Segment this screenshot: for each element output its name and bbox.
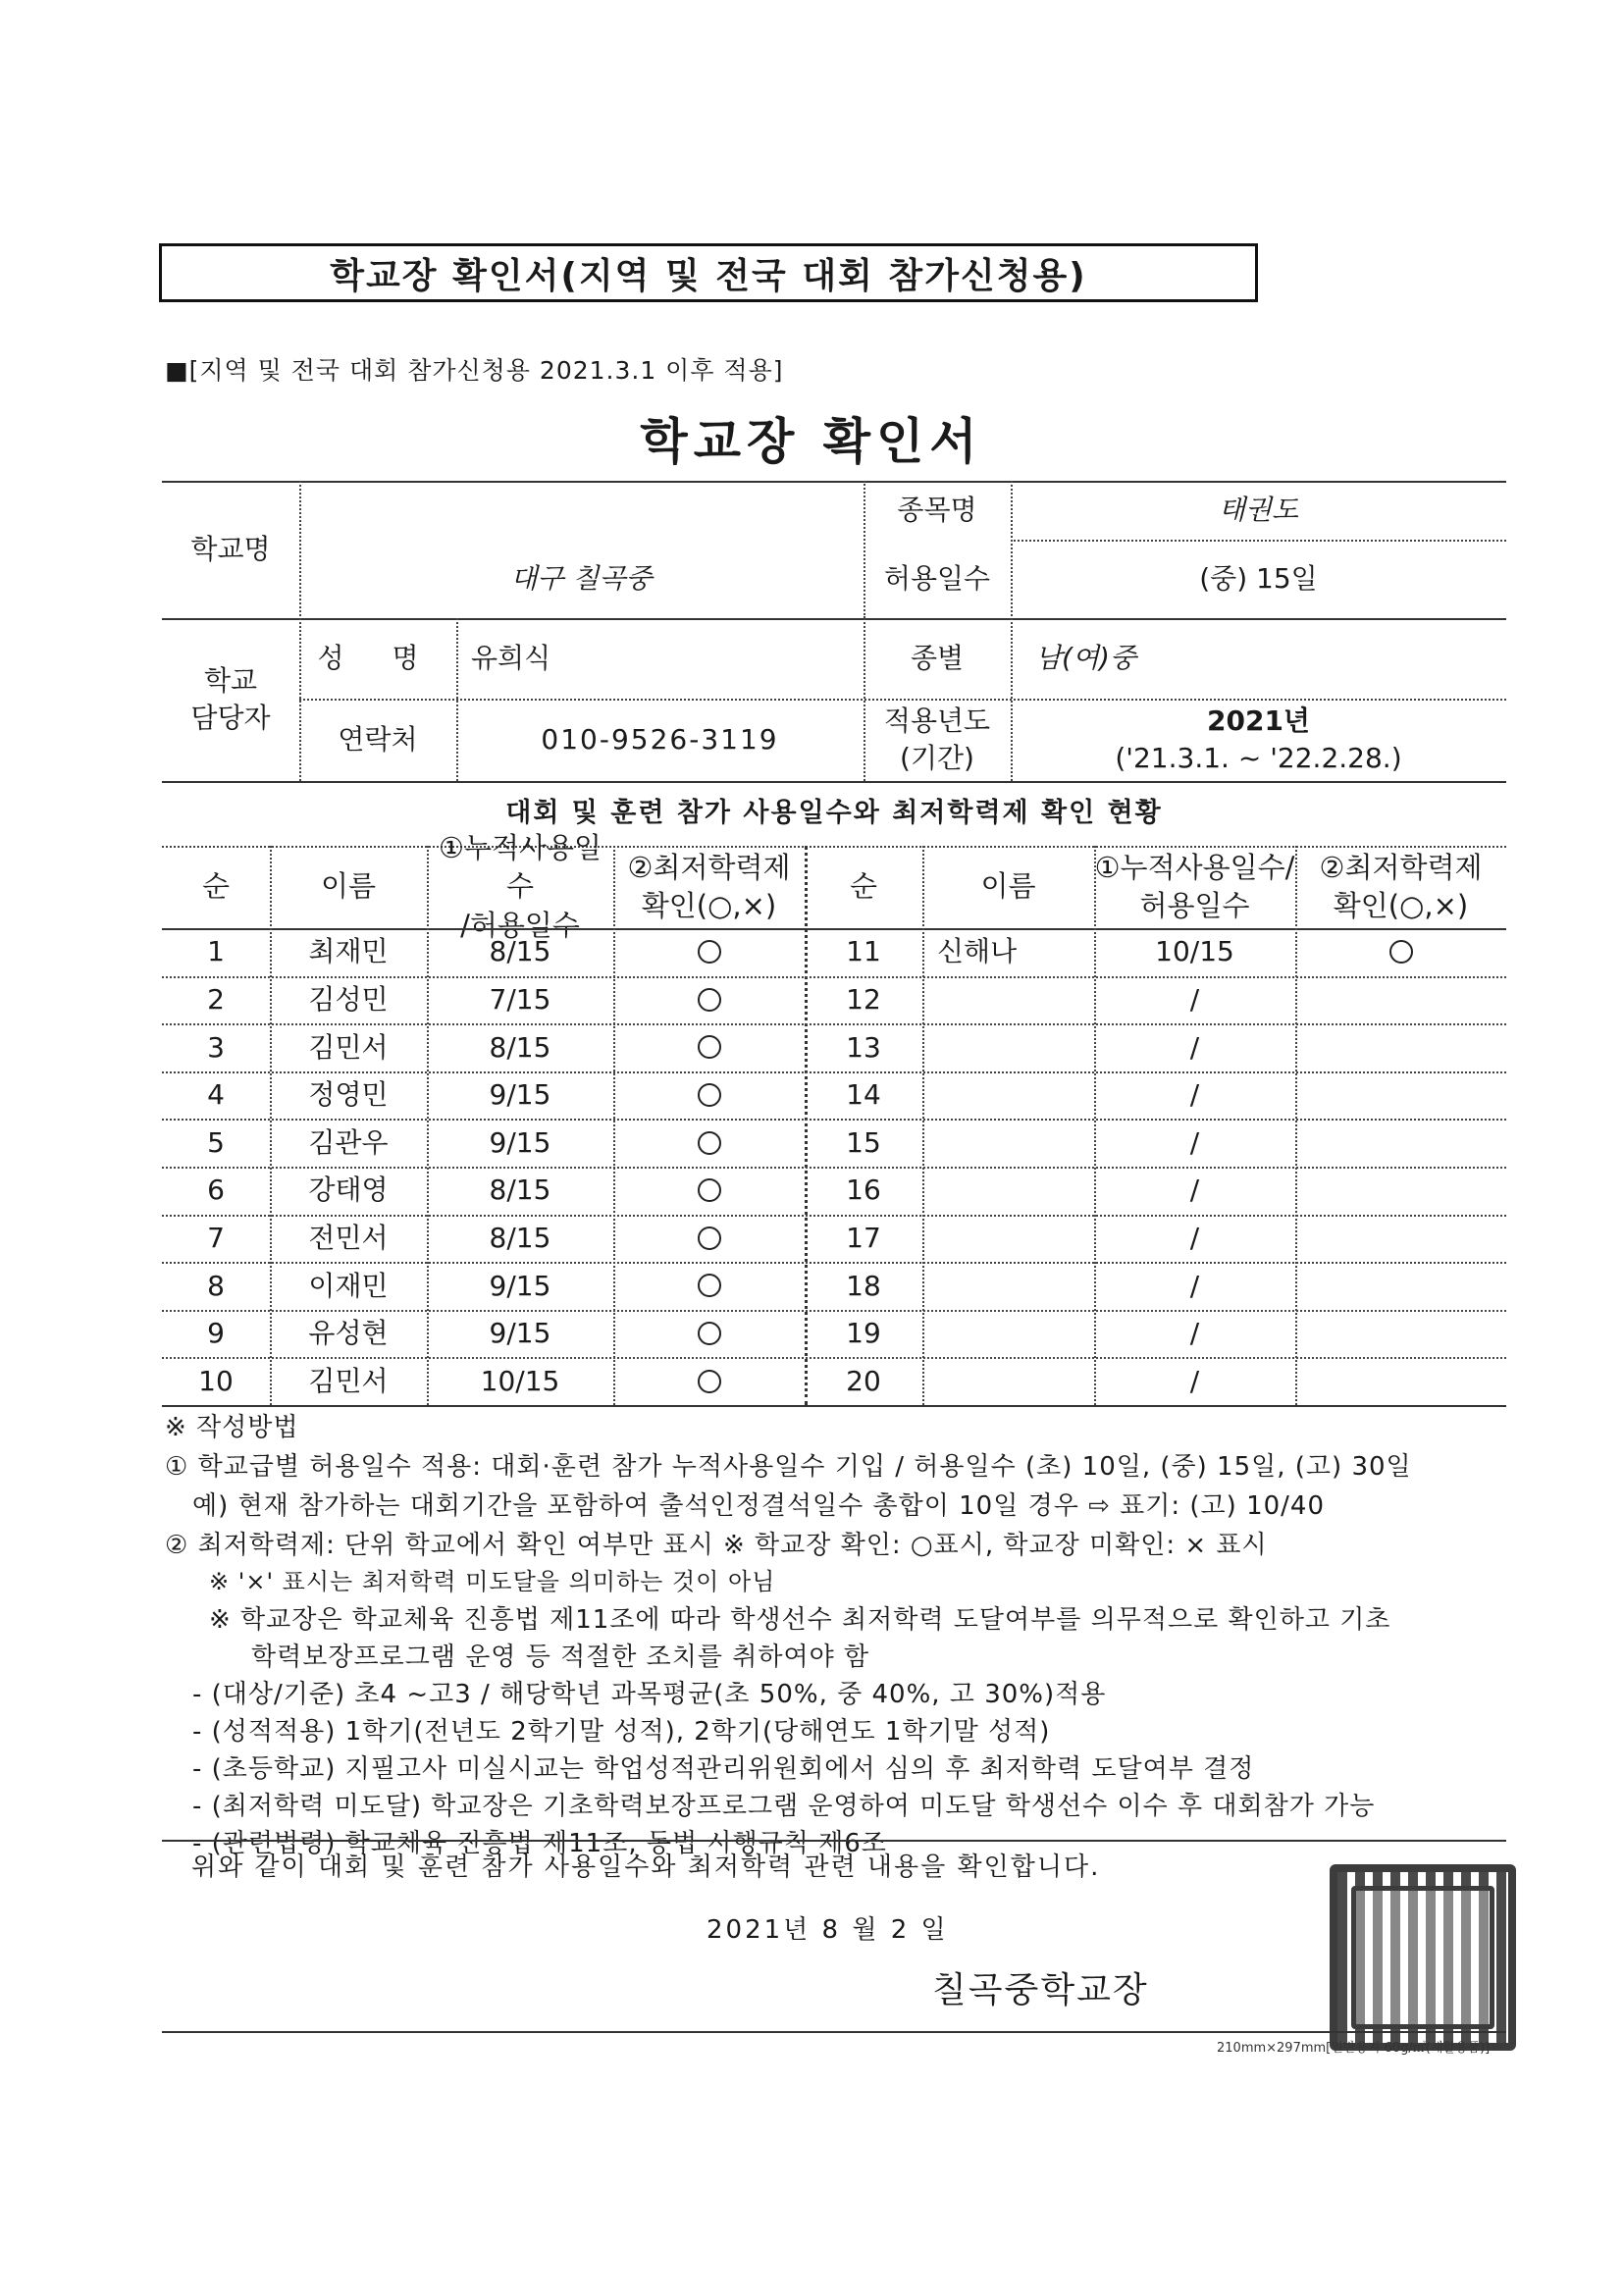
- left-row-3-days: 8/15: [489, 1030, 551, 1064]
- left-row-6-check: [613, 1167, 805, 1215]
- right-row-7-name: [937, 1215, 1094, 1263]
- right-row-7-check: [1295, 1215, 1506, 1263]
- left-row-10-name: 김민서: [308, 1364, 389, 1397]
- right-row-8-name: [937, 1262, 1094, 1310]
- right-row-6-check: [1295, 1167, 1506, 1215]
- right-row-2-days: /: [1189, 982, 1200, 1016]
- apply-year-label-line1: 적용년도: [883, 704, 991, 738]
- check-circle-icon: [698, 1083, 721, 1107]
- apply-year-text: 2021년: [1207, 704, 1310, 738]
- note-item: ① 학교급별 허용일수 적용: 대회·훈련 참가 누적사용일수 기입 / 허용일수 (초) 10일, (중) 15일, (고) 30일: [165, 1452, 1412, 1482]
- table-row-divider: [162, 976, 1506, 978]
- right-row-4-name: [937, 1071, 1094, 1120]
- left-row-1-name: 최재민: [308, 935, 389, 968]
- right-row-10-no: 20: [846, 1364, 881, 1397]
- contact-value: 010-9526-3119: [541, 723, 779, 757]
- left-row-9-name: 유성현: [308, 1317, 389, 1350]
- col-check: [613, 846, 805, 928]
- right-row-9-check: [1295, 1310, 1506, 1358]
- note-item: ② 최저학력제: 단위 학교에서 확인 여부만 표시 ※ 학교장 확인: ○표시, 학교장 미확인: × 표시: [165, 1531, 1268, 1560]
- right-row-1-no: 11: [846, 935, 881, 968]
- left-row-7-days: 8/15: [489, 1221, 551, 1254]
- official-seal: [1330, 1864, 1516, 2051]
- left-row-2-name: 김성민: [308, 982, 389, 1016]
- right-row-5-days: /: [1189, 1125, 1200, 1159]
- notes-bottom-border: [162, 1840, 1506, 1842]
- left-row-1-check: [613, 928, 805, 976]
- col-no-right: 순: [849, 869, 877, 904]
- left-row-5-check: [613, 1119, 805, 1167]
- table-row-divider: [162, 1262, 1506, 1264]
- right-row-1-days: 10/15: [1155, 935, 1234, 968]
- left-row-6-days: 8/15: [489, 1174, 551, 1207]
- page-bottom-border: [162, 2031, 1506, 2033]
- right-row-3-days: /: [1189, 1030, 1200, 1064]
- col-days: [427, 831, 613, 942]
- note-item: - (성적적용) 1학기(전년도 2학기말 성적), 2학기(당해연도 1학기말 성적): [192, 1717, 1051, 1747]
- left-row-7-check: [613, 1215, 805, 1263]
- left-row-10-days: 10/15: [480, 1364, 560, 1397]
- left-row-3-name: 김민서: [308, 1030, 389, 1064]
- left-row-4-days: 9/15: [489, 1078, 551, 1112]
- left-row-8-days: 9/15: [489, 1269, 551, 1302]
- check-circle-icon: [698, 1274, 721, 1297]
- right-row-9-days: /: [1189, 1317, 1200, 1350]
- col-check-right: [1295, 846, 1506, 928]
- right-row-3-check: [1295, 1023, 1506, 1071]
- left-row-8-check: [613, 1262, 805, 1310]
- table-row-divider: [162, 1023, 1506, 1025]
- check-circle-icon: [698, 1035, 721, 1059]
- right-row-6-days: /: [1189, 1174, 1200, 1207]
- table-row-divider: [162, 1310, 1506, 1312]
- left-row-5-days: 9/15: [489, 1125, 551, 1159]
- right-row-3-name: [937, 1023, 1094, 1071]
- right-row-5-no: 15: [846, 1125, 881, 1159]
- left-row-6-name: 강태영: [308, 1174, 389, 1207]
- right-row-1-check: [1295, 928, 1506, 976]
- left-row-2-no: 2: [207, 982, 225, 1016]
- note-item: 학력보장프로그램 운영 등 적절한 조치를 취하여야 함: [251, 1643, 870, 1672]
- left-row-2-check: [613, 976, 805, 1024]
- table-row-divider: [162, 1167, 1506, 1169]
- col-name: 이름: [320, 869, 377, 904]
- right-row-10-name: [937, 1357, 1094, 1405]
- paper-spec: 210mm×297mm[일반용지 60g/㎡(재활용품)]: [1217, 2041, 1491, 2056]
- right-row-10-days: /: [1189, 1364, 1200, 1397]
- principal-signature: 칠곡중학교장: [932, 1970, 1149, 2010]
- right-row-8-days: /: [1189, 1269, 1200, 1302]
- right-row-4-check: [1295, 1071, 1506, 1120]
- apply-year-label: [864, 699, 1011, 781]
- table-row-divider: [162, 1071, 1506, 1073]
- right-row-4-days: /: [1189, 1078, 1200, 1112]
- col-days-right-line2: 허용일수: [1139, 889, 1250, 922]
- left-row-7-no: 7: [207, 1221, 225, 1254]
- right-row-6-no: 16: [846, 1174, 881, 1207]
- allowed-days-label: 허용일수: [883, 562, 991, 596]
- left-row-5-name: 김관우: [308, 1125, 389, 1159]
- right-row-9-name: [937, 1310, 1094, 1358]
- right-row-7-days: /: [1189, 1221, 1200, 1254]
- left-row-3-check: [613, 1023, 805, 1071]
- left-row-1-no: 1: [207, 935, 225, 968]
- col-check-right-line1: ②최저학력제: [1319, 850, 1483, 884]
- school-value: 대구 칠곡중: [510, 562, 653, 596]
- left-row-7-name: 전민서: [308, 1221, 389, 1254]
- col-check-line1: ②최저학력제: [627, 850, 791, 884]
- left-row-4-check: [613, 1071, 805, 1120]
- gender-value: 남(여)중: [1035, 642, 1136, 675]
- col-check-line2: 확인(○,×): [641, 889, 777, 922]
- issue-date: 2021년 8 월 2 일: [707, 1915, 949, 1945]
- note-item: 예) 현재 참가하는 대회기간을 포함하여 출석인정결석일수 총합이 10일 경우 ⇨ 표기: (고) 10/40: [192, 1491, 1325, 1521]
- note-item: - (대상/기준) 초4 ~고3 / 해당학년 과목평균(초 50%, 중 40%, 고 30%)적용: [192, 1680, 1107, 1709]
- right-row-3-no: 13: [846, 1030, 881, 1064]
- left-row-10-no: 10: [198, 1364, 234, 1397]
- left-row-3-no: 3: [207, 1030, 225, 1064]
- left-row-4-no: 4: [207, 1078, 225, 1112]
- apply-period-text: ('21.3.1. ~ '22.2.28.): [1115, 742, 1402, 774]
- note-line: ■[지역 및 전국 대회 참가신청용 2021.3.1 이후 적용]: [165, 356, 784, 385]
- right-row-9-no: 19: [846, 1317, 881, 1350]
- left-row-6-no: 6: [207, 1174, 225, 1207]
- check-circle-icon: [698, 1322, 721, 1345]
- table-bottom-border: [162, 1405, 1506, 1407]
- apply-year-label-line2: (기간): [900, 742, 974, 774]
- apply-year-value: [1011, 699, 1506, 781]
- check-circle-icon: [698, 1178, 721, 1202]
- right-row-5-check: [1295, 1119, 1506, 1167]
- manager-label-line2: 담당자: [190, 702, 271, 734]
- note-item: ※ '×' 표시는 최저학력 미도달을 의미하는 것이 아님: [209, 1568, 776, 1595]
- right-row-2-name: [937, 976, 1094, 1024]
- left-row-9-check: [613, 1310, 805, 1358]
- right-row-2-check: [1295, 976, 1506, 1024]
- col-check-right-line2: 확인(○,×): [1333, 889, 1469, 922]
- table-row-divider: [162, 1119, 1506, 1121]
- gender-label: 종별: [910, 642, 965, 675]
- col-days-line2: /허용일수: [460, 908, 580, 942]
- check-circle-icon: [698, 1226, 721, 1250]
- event-label: 종목명: [897, 494, 977, 527]
- left-row-1-days: 8/15: [489, 935, 551, 968]
- right-row-8-no: 18: [846, 1269, 881, 1302]
- check-circle-icon: [698, 1370, 721, 1393]
- left-row-4-name: 정영민: [308, 1078, 389, 1112]
- right-row-6-name: [937, 1167, 1094, 1215]
- check-circle-icon: [698, 988, 721, 1012]
- school-label: 학교명: [190, 533, 271, 566]
- left-row-8-no: 8: [207, 1269, 225, 1302]
- header-box-title: 학교장 확인서(지역 및 전국 대회 참가신청용): [159, 243, 1258, 302]
- left-row-9-days: 9/15: [489, 1317, 551, 1350]
- name-value: 유희식: [471, 642, 551, 675]
- col-days-line1: ①누적사용일수: [438, 831, 602, 904]
- section-title: 대회 및 훈련 참가 사용일수와 최저학력제 확인 현황: [505, 797, 1163, 828]
- right-row-10-check: [1295, 1357, 1506, 1405]
- manager-label: [162, 618, 299, 781]
- table-col-divider: [922, 846, 924, 1405]
- col-no: 순: [201, 869, 230, 904]
- table-row-divider: [162, 1215, 1506, 1217]
- check-circle-icon: [1389, 940, 1413, 964]
- note-item: - (관련법령) 학교체육 진흥법 제11조, 동법 시행규칙 제6조: [192, 1829, 887, 1858]
- left-row-5-no: 5: [207, 1125, 225, 1159]
- manager-label-line1: 학교: [203, 664, 258, 698]
- right-row-2-no: 12: [846, 982, 881, 1016]
- left-row-8-name: 이재민: [308, 1269, 389, 1302]
- note-item: ※ 학교장은 학교체육 진흥법 제11조에 따라 학생선수 최저학력 도달여부를 의무적으로 확인하고 기초: [209, 1605, 1391, 1635]
- note-item: - (초등학교) 지필고사 미실시교는 학업성적관리위원회에서 심의 후 최저학력 도달여부 결정: [192, 1754, 1255, 1784]
- left-row-10-check: [613, 1357, 805, 1405]
- right-row-7-no: 17: [846, 1221, 881, 1254]
- col-days-right-line1: ①누적사용일수/: [1094, 850, 1295, 884]
- check-circle-icon: [698, 940, 721, 964]
- right-row-5-name: [937, 1119, 1094, 1167]
- page-title: 학교장 확인서: [640, 413, 983, 470]
- table-row-divider: [162, 1357, 1506, 1359]
- info-divider: [162, 781, 1506, 783]
- note-item: - (최저학력 미도달) 학교장은 기초학력보장프로그램 운영하여 미도달 학생선수 이수 후 대회참가 가능: [192, 1792, 1376, 1821]
- col-days-right: [1094, 846, 1295, 928]
- col-name-right: 이름: [980, 869, 1036, 904]
- event-value: 태권도: [1218, 494, 1299, 527]
- allowed-days-value: (중) 15일: [1199, 562, 1318, 596]
- name-label: 성 명: [317, 642, 439, 675]
- left-row-2-days: 7/15: [489, 982, 551, 1016]
- confirm-statement: 위와 같이 대회 및 훈련 참가 사용일수와 최저학력 관련 내용을 확인합니다.: [191, 1852, 1101, 1882]
- right-row-1-name: 신해나: [937, 935, 1018, 968]
- contact-label: 연락처: [338, 723, 418, 757]
- right-row-8-check: [1295, 1262, 1506, 1310]
- left-row-9-no: 9: [207, 1317, 225, 1350]
- right-row-4-no: 14: [846, 1078, 881, 1112]
- check-circle-icon: [698, 1131, 721, 1155]
- note-heading: ※ 작성방법: [165, 1413, 299, 1442]
